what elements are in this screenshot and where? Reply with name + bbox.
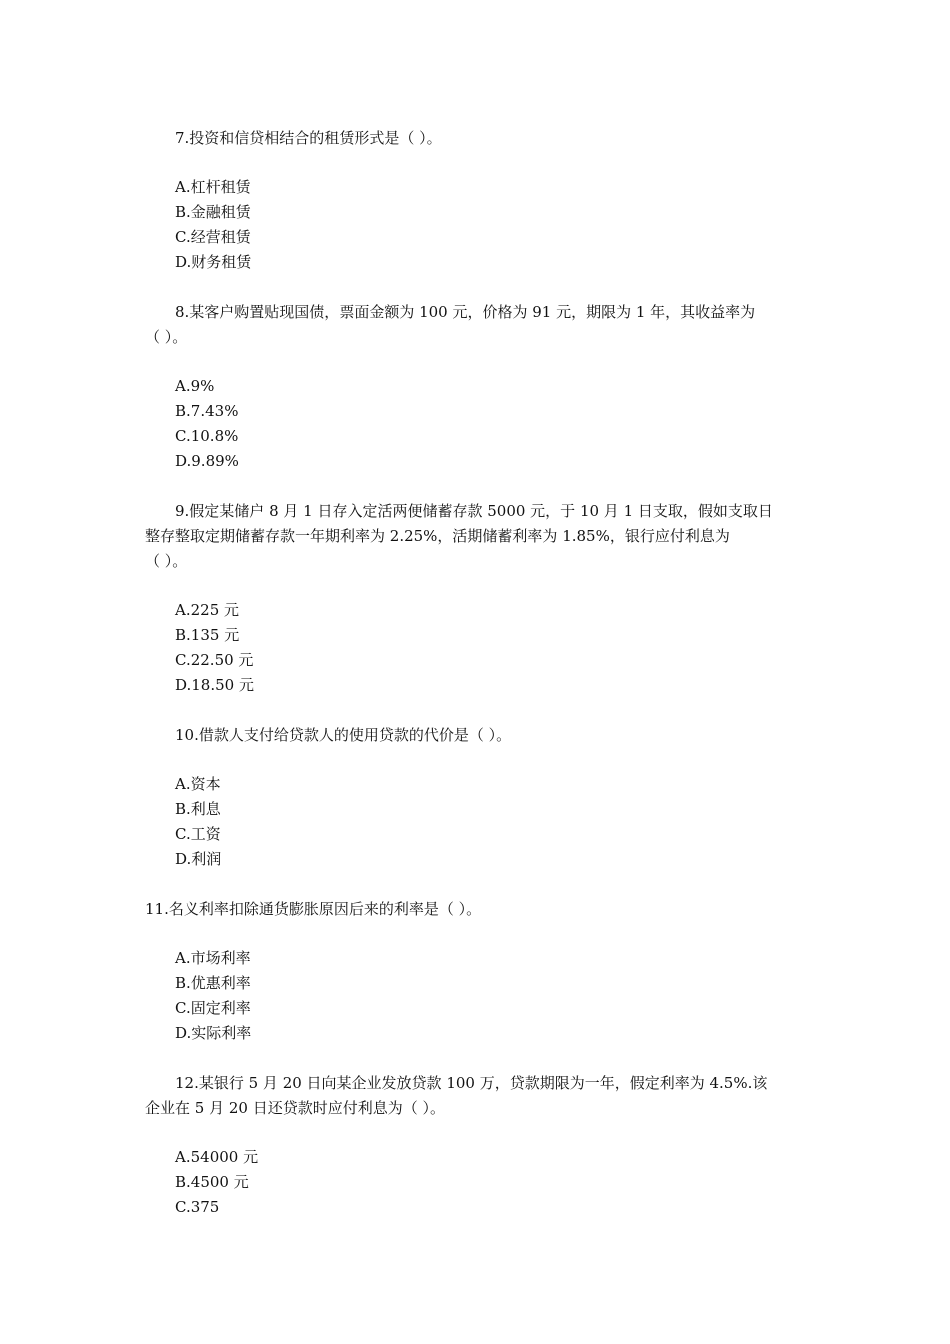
question-11-option-c: C.固定利率 — [175, 999, 251, 1017]
question-8-option-a: A.9% — [175, 377, 215, 395]
question-10-option-b: B.利息 — [175, 800, 221, 818]
question-11-stem: 11.名义利率扣除通货膨胀原因后来的利率是（ ）。 — [145, 900, 482, 918]
question-9-option-c: C.22.50 元 — [175, 651, 254, 669]
question-7-option-a: A.杠杆租赁 — [175, 178, 251, 196]
question-12-stem-line-1: 12.某银行 5 月 20 日向某企业发放贷款 100 万，贷款期限为一年，假定利率为 4.5%.该 — [175, 1074, 768, 1092]
question-9-option-d: D.18.50 元 — [175, 676, 254, 694]
question-10-option-d: D.利润 — [175, 850, 222, 868]
question-12-stem-line-2: 企业在 5 月 20 日还贷款时应付利息为（ ）。 — [145, 1099, 445, 1117]
question-9-stem-line-2: 整存整取定期储蓄存款一年期利率为 2.25%，活期储蓄利率为 1.85%，银行应付利息为 — [145, 527, 730, 545]
question-9-stem-line-1: 9.假定某储户 8 月 1 日存入定活两便储蓄存款 5000 元，于 10 月 1 日支取，假如支取日 — [175, 502, 773, 520]
question-9-option-a: A.225 元 — [175, 601, 239, 619]
question-9-stem-line-3: （ ）。 — [145, 552, 188, 570]
question-8-stem-line-1: 8.某客户购置贴现国债，票面金额为 100 元，价格为 91 元，期限为 1 年，其收益率为 — [175, 303, 756, 321]
question-12-option-c: C.375 — [175, 1198, 220, 1216]
question-7-stem: 7.投资和信贷相结合的租赁形式是（ ）。 — [175, 129, 442, 147]
question-11-option-d: D.实际利率 — [175, 1024, 252, 1042]
question-8-option-b: B.7.43% — [175, 402, 239, 420]
question-9-option-b: B.135 元 — [175, 626, 240, 644]
question-12-option-a: A.54000 元 — [175, 1148, 259, 1166]
question-12-option-b: B.4500 元 — [175, 1173, 249, 1191]
question-7-option-b: B.金融租赁 — [175, 203, 251, 221]
question-11-option-a: A.市场利率 — [175, 949, 251, 967]
question-11-option-b: B.优惠利率 — [175, 974, 251, 992]
question-8-option-d: D.9.89% — [175, 452, 239, 470]
question-10-stem: 10.借款人支付给贷款人的使用贷款的代价是（ ）。 — [175, 726, 512, 744]
question-8-option-c: C.10.8% — [175, 427, 239, 445]
question-10-option-a: A.资本 — [175, 775, 221, 793]
question-10-option-c: C.工资 — [175, 825, 221, 843]
question-8-stem-line-2: （ ）。 — [145, 328, 188, 346]
question-7-option-d: D.财务租赁 — [175, 253, 252, 271]
question-7-option-c: C.经营租赁 — [175, 228, 251, 246]
